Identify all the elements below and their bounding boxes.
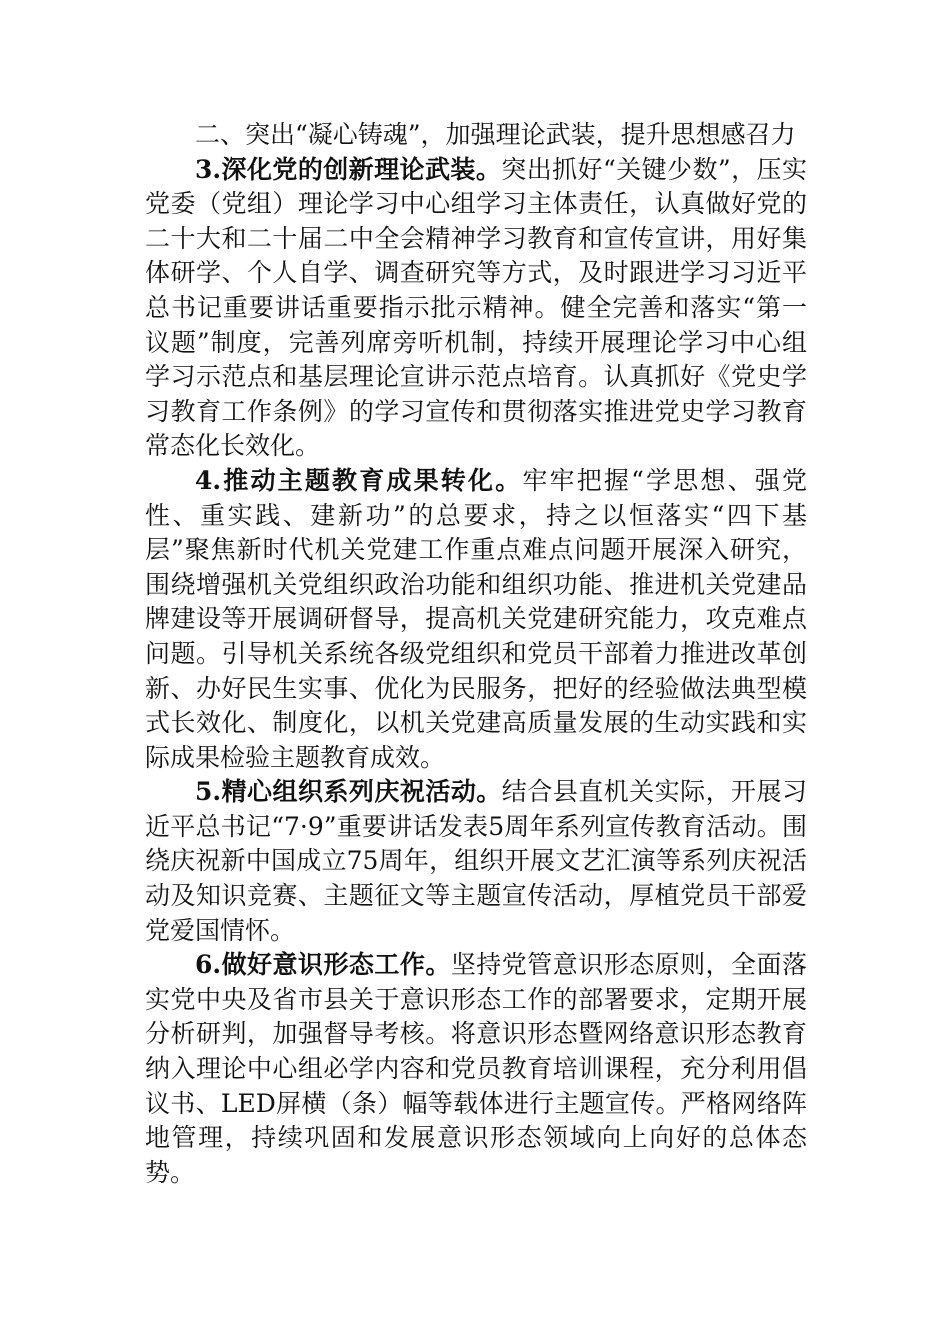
item-heading: 4.推动主题教育成果转化。 (195, 465, 523, 495)
item-body: 突出抓好“关键少数”，压实党委（党组）理论学习中心组学习主体责任，认真做好党的二十大和二十届二中全会精神学习教育和宣传宣讲，用好集体研学、个人自学、调查研究等方式，及时跟进学习习近平总书记重要讲话重要指示批示精神。健全完善和落实“第一议题”制度，完善列席旁听机制，持续开展理论学习中心组学习示范点和基层理论宣讲示范点培育。认真抓好《党史学习教育工作条例》的学习宣传和贯彻落实推进党史学习教育常态化长效化。 (145, 154, 807, 461)
item-body: 结合县直机关实际，开展习近平总书记“7·9”重要讲话发表5周年系列宣传教育活动。围绕庆祝新中国成立75周年，组织开展文艺汇演等系列庆祝活动及知识竞赛、主题征文等主题宣传活动，厚植党员干部爱党爱国情怀。 (145, 777, 807, 945)
paragraph-item-4 (145, 464, 807, 775)
item-heading: 3.深化党的创新理论武装。 (195, 154, 502, 184)
paragraph-item-5 (145, 775, 807, 948)
document-body (145, 118, 807, 1190)
item-body: 坚持党管意识形态原则，全面落实党中央及省市县关于意识形态工作的部署要求，定期开展分析研判，加强督导考核。将意识形态暨网络意识形态教育纳入理论中心组必学内容和党员教育培训课程，充分利用倡议书、LED屏横（条）幅等载体进行主题宣传。严格网络阵地管理，持续巩固和发展意识形态领域向上向好的总体态势。 (145, 950, 807, 1187)
section-title: 二、突出“凝心铸魂”，加强理论武装，提升思想感召力 (195, 120, 796, 149)
item-body: 牢牢把握“学思想、强党性、重实践、建新功”的总要求，持之以恒落实“四下基层”聚焦新时代机关党建工作重点难点问题开展深入研究，围绕增强机关党组织政治功能和组织功能、推进机关党建品牌建设等开展调研督导，提高机关党建研究能力，攻克难点问题。引导机关系统各级党组织和党员干部着力推进改革创新、办好民生实事、优化为民服务，把好的经验做法典型模式长效化、制度化，以机关党建高质量发展的生动实践和实际成果检验主题教育成效。 (145, 465, 807, 772)
item-heading: 5.精心组织系列庆祝活动。 (195, 777, 502, 807)
paragraph-item-6 (145, 948, 807, 1190)
item-heading: 6.做好意识形态工作。 (195, 950, 451, 980)
paragraph-item-3 (145, 153, 807, 464)
